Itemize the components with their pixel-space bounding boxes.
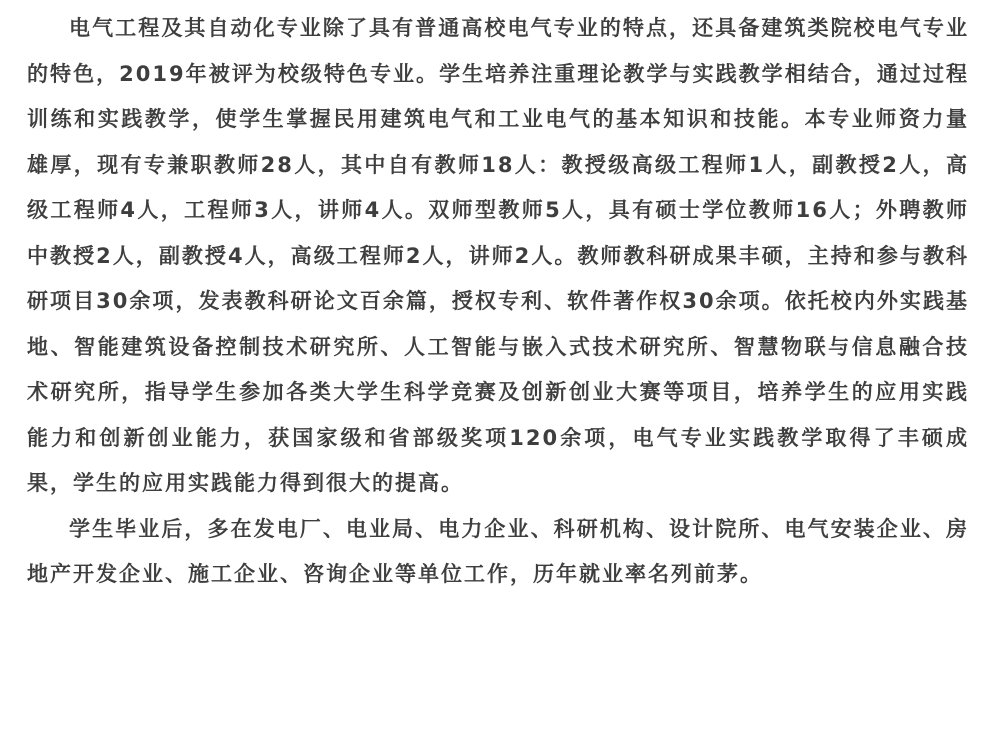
paragraph-employment: 学生毕业后，多在发电厂、电业局、电力企业、科研机构、设计院所、电气安装企业、房地产开发企业、施工企业、咨询企业等单位工作，历年就业率名列前茅。: [27, 516, 969, 586]
article-body: [27, 6, 969, 598]
paragraph-program-intro: 电气工程及其自动化专业除了具有普通高校电气专业的特点，还具备建筑类院校电气专业的特色，2019年被评为校级特色专业。学生培养注重理论教学与实践教学相结合，通过过程训练和实践教学，使学生掌握民用建筑电气和工业电气的基本知识和技能。本专业师资力量雄厚，现有专兼职教师28人，其中自有教师18人：教授级高级工程师1人，副教授2人，高级工程师4人，工程师3人，讲师4人。双师型教师5人，具有硕士学位教师16人；外聘教师中教授2人，副教授4人，高级工程师2人，讲师2人。教师教科研成果丰硕，主持和参与教科研项目30余项，发表教科研论文百余篇，授权专利、软件著作权30余项。依托校内外实践基地、智能建筑设备控制技术研究所、人工智能与嵌入式技术研究所、智慧物联与信息融合技术研究所，指导学生参加各类大学生科学竞赛及创新创业大赛等项目，培养学生的应用实践能力和创新创业能力，获国家级和省部级奖项120余项，电气专业实践教学取得了丰硕成果，学生的应用实践能力得到很大的提高。: [27, 16, 969, 495]
